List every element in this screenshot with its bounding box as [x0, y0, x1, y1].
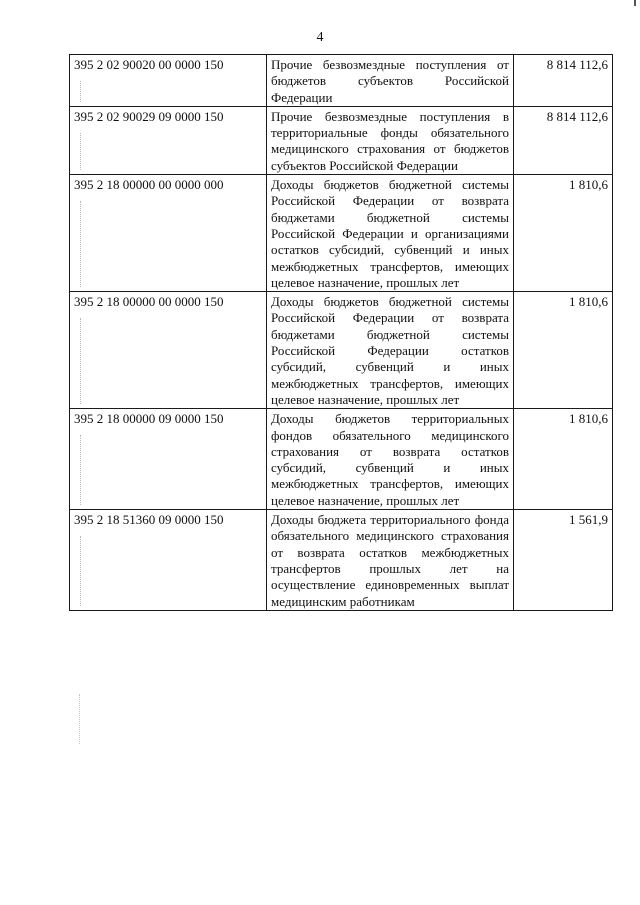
- budget-code-cell: 395 2 02 90020 00 0000 150: [70, 55, 267, 107]
- table-row: [70, 175, 613, 292]
- revenue-table: [69, 54, 613, 611]
- revenue-name-cell: Доходы бюджета территориального фонда обязательного медицинского страхования от возврата остатков межбюджетных трансфертов прошлых лет на осуществление единовременных выплат медицинским работникам: [267, 510, 514, 611]
- revenue-name-cell: Доходы бюджетов территориальных фондов обязательного медицинского страхования от возврата остатков субсидий, субвенций и иных межбюджетных трансфертов, имеющих целевое назначение, прошлых лет: [267, 409, 514, 510]
- revenue-name-cell: Прочие безвозмездные поступления от бюджетов субъектов Российской Федерации: [267, 55, 514, 107]
- table-row: [70, 292, 613, 409]
- budget-code-cell: 395 2 18 00000 00 0000 000: [70, 175, 267, 292]
- amount-cell: 1 810,6: [514, 409, 613, 510]
- table-row: [70, 55, 613, 107]
- table-row: [70, 510, 613, 611]
- budget-code-cell: 395 2 18 51360 09 0000 150: [70, 510, 267, 611]
- amount-cell: 1 810,6: [514, 175, 613, 292]
- page-number: 4: [316, 30, 324, 45]
- scan-artifact-dots: [79, 694, 81, 744]
- table-row: [70, 106, 613, 174]
- revenue-name-cell: Прочие безвозмездные поступления в территориальные фонды обязательного медицинского страхования от бюджетов субъектов Российской Федерации: [267, 106, 514, 174]
- table-row: [70, 409, 613, 510]
- scan-corner-mark: [634, 0, 636, 6]
- amount-cell: 8 814 112,6: [514, 55, 613, 107]
- budget-code-cell: 395 2 18 00000 00 0000 150: [70, 292, 267, 409]
- revenue-name-cell: Доходы бюджетов бюджетной системы Российской Федерации от возврата бюджетами бюджетной системы Российской Федерации остатков субсидий, субвенций и иных межбюджетных трансфертов, имеющих целевое назначение, прошлых лет: [267, 292, 514, 409]
- budget-code-cell: 395 2 02 90029 09 0000 150: [70, 106, 267, 174]
- amount-cell: 1 561,9: [514, 510, 613, 611]
- revenue-name-cell: Доходы бюджетов бюджетной системы Российской Федерации от возврата бюджетами бюджетной системы Российской Федерации и организациями остатков субсидий, субвенций и иных межбюджетных трансфертов, имеющих целевое назначение, прошлых лет: [267, 175, 514, 292]
- budget-code-cell: 395 2 18 00000 09 0000 150: [70, 409, 267, 510]
- amount-cell: 8 814 112,6: [514, 106, 613, 174]
- amount-cell: 1 810,6: [514, 292, 613, 409]
